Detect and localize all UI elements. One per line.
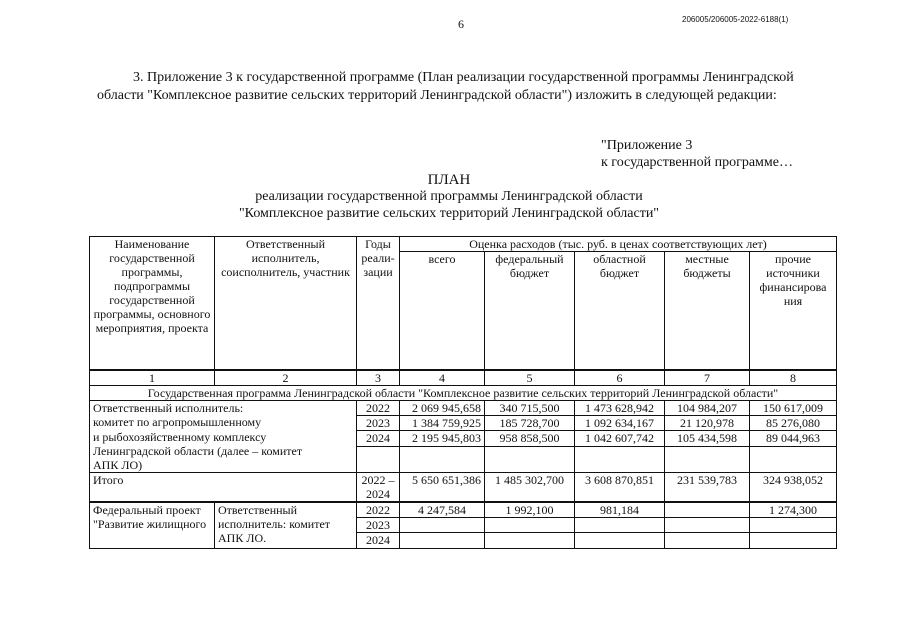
federal-cell: 1 992,100	[485, 502, 575, 518]
header-responsible: Ответственный исполнитель, соисполнитель, участник	[215, 237, 357, 370]
exec-name-3-text: и рыбохозяйственному комплексу Ленинградской области (далее – комитет АПК ЛО)	[93, 430, 303, 472]
table-row	[90, 415, 837, 430]
local-cell: 104 984,207	[665, 400, 750, 415]
year-cell: 2024	[357, 430, 400, 447]
intro-line-1: 3. Приложение 3 к государственной программе (План реализации государственной программы Ленинградской	[133, 70, 794, 85]
other-cell	[750, 518, 837, 533]
col-number: 3	[357, 370, 400, 386]
local-cell	[665, 518, 750, 533]
regional-cell: 1 092 634,167	[575, 415, 665, 430]
total-cell	[400, 533, 485, 549]
regional-cell: 981,184	[575, 502, 665, 518]
plan-title: ПЛАН	[427, 172, 471, 188]
col-number: 2	[215, 370, 357, 386]
year-cell: 2024	[357, 533, 400, 549]
other-cell	[750, 533, 837, 549]
header-local: местные бюджеты	[665, 252, 750, 370]
col-number: 6	[575, 370, 665, 386]
local-cell: 21 120,978	[665, 415, 750, 430]
header-regional: областной бюджет	[575, 252, 665, 370]
header-other: прочие источники финансирова ния	[750, 252, 837, 370]
regional-cell	[575, 518, 665, 533]
header-total: всего	[400, 252, 485, 370]
table-row	[90, 502, 837, 518]
fed-project-responsible: Ответственный исполнитель: комитет АПК ЛО.	[215, 502, 357, 549]
exec-name-2: комитет по агропромышленному	[90, 415, 357, 430]
itogo-row	[90, 473, 837, 503]
year-cell: 2022	[357, 400, 400, 415]
itogo-other: 324 938,052	[750, 473, 837, 503]
intro-paragraph	[97, 69, 842, 105]
year-cell: 2023	[357, 518, 400, 533]
plan-table	[89, 236, 837, 549]
plan-subtitle-2: "Комплексное развитие сельских территорий Ленинградской области"	[238, 206, 660, 221]
itogo-total: 5 650 651,386	[400, 473, 485, 503]
program-title-row: Государственная программа Ленинградской области "Комплексное развитие сельских территорий Ленинградской области"	[90, 385, 837, 400]
col-number: 7	[665, 370, 750, 386]
total-cell: 2 069 945,658	[400, 400, 485, 415]
regional-cell: 1 042 607,742	[575, 430, 665, 447]
plan-subtitle-1: реализации государственной программы Ленинградской области	[255, 189, 643, 204]
col-number: 8	[750, 370, 837, 386]
col-number: 1	[90, 370, 215, 386]
col-number: 5	[485, 370, 575, 386]
itogo-federal: 1 485 302,700	[485, 473, 575, 503]
header-name: Наименование государственной программы, подпрограммы государственной программы, основного мероприятия, проекта	[90, 237, 215, 370]
fed-project-name: Федеральный проект "Развитие жилищного	[90, 502, 215, 549]
header-years: Годы реали-зации	[357, 237, 400, 370]
total-cell: 2 195 945,803	[400, 430, 485, 447]
federal-cell: 185 728,700	[485, 415, 575, 430]
year-cell: 2022	[357, 502, 400, 518]
document-id: 206005/206005-2022-6188(1)	[682, 15, 789, 24]
table-row	[90, 430, 837, 447]
itogo-local: 231 539,783	[665, 473, 750, 503]
itogo-years: 2022 – 2024	[357, 473, 400, 503]
exec-name-3	[90, 430, 357, 473]
local-cell: 105 434,598	[665, 430, 750, 447]
header-estimate: Оценка расходов (тыс. руб. в ценах соответствующих лет)	[400, 237, 837, 252]
total-cell	[400, 518, 485, 533]
header-federal: федеральный бюджет	[485, 252, 575, 370]
regional-cell	[575, 533, 665, 549]
federal-cell	[485, 518, 575, 533]
other-cell: 150 617,009	[750, 400, 837, 415]
local-cell	[665, 502, 750, 518]
federal-cell	[485, 533, 575, 549]
intro-line-2: области "Комплексное развитие сельских территорий Ленинградской области") изложить в следующей редакции:	[97, 88, 777, 103]
appendix-line-1: "Приложение 3	[601, 138, 693, 153]
column-number-row	[90, 370, 837, 386]
other-cell: 1 274,300	[750, 502, 837, 518]
regional-cell: 1 473 628,942	[575, 400, 665, 415]
other-cell: 85 276,080	[750, 415, 837, 430]
local-cell	[665, 533, 750, 549]
total-cell: 4 247,584	[400, 502, 485, 518]
table-row	[90, 400, 837, 415]
exec-name-1: Ответственный исполнитель:	[90, 400, 357, 415]
itogo-label: Итого	[90, 473, 357, 503]
page-number: 6	[458, 17, 464, 31]
year-cell: 2023	[357, 415, 400, 430]
col-number: 4	[400, 370, 485, 386]
appendix-line-2: к государственной программе…	[601, 155, 793, 170]
federal-cell: 958 858,500	[485, 430, 575, 447]
other-cell: 89 044,963	[750, 430, 837, 447]
total-cell: 1 384 759,925	[400, 415, 485, 430]
federal-cell: 340 715,500	[485, 400, 575, 415]
itogo-regional: 3 608 870,851	[575, 473, 665, 503]
